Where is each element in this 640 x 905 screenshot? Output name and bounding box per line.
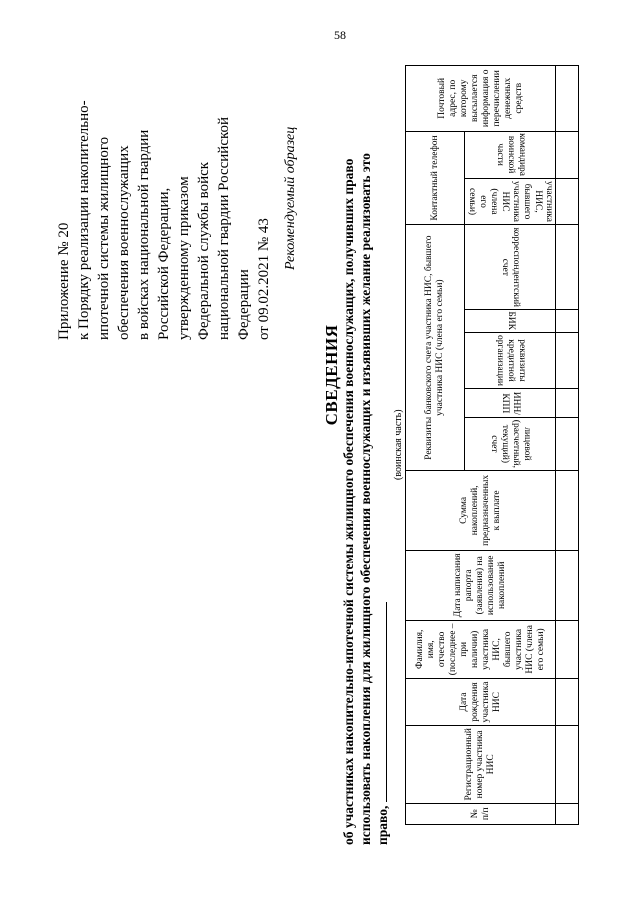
data-table: [405, 65, 579, 825]
annex-line: от 09.02.2021 № 43: [256, 218, 272, 340]
subheading-line: использовать накопления для жилищного обеспечения военнослужащих и изъявивших желание реализовать это: [358, 153, 373, 845]
document-heading: СВЕДЕНИЯ: [322, 324, 341, 426]
annex-line: в войсках национальной гвардии: [136, 129, 152, 340]
bank-sub-inn: ИНН/ КПП: [465, 389, 556, 417]
bank-sub-account: лицевой (расчетный, текущий) счет: [465, 417, 556, 470]
table-row: [556, 66, 579, 825]
annex-line: обеспечения военнослужащих: [116, 145, 132, 340]
sample-label: Рекомендуемый образец: [283, 126, 298, 270]
annex-line: ипотечной системы жилищного: [96, 136, 112, 340]
bank-sub-bik: БИК: [465, 309, 556, 333]
subheading-line: право,: [375, 805, 390, 845]
header-fio: Фамилия, имя, отчество (последнее – при наличии) участника НИС, бывшего участника НИС (члена его семьи): [406, 620, 556, 678]
header-bank: Реквизиты банковского счета участника НИС, бывшего участника НИС (члена его семьи): [406, 225, 465, 470]
header-date: Дата написания рапорта (заявления) на использование накоплений: [406, 550, 556, 620]
annex-line: Федерации: [236, 269, 252, 340]
phone-sub-commander: командира воинской части: [465, 131, 556, 179]
annex-line: Российской Федерации,: [156, 187, 172, 340]
document-subheading: [340, 45, 391, 845]
phone-sub-participant: участника НИС, бывшего участника НИС (члена его семьи): [465, 179, 556, 225]
header-birth: Дата рождения участника НИС: [406, 678, 556, 725]
header-reg: Регистрационный номер участника НИС: [406, 726, 556, 803]
annex-block: [54, 40, 274, 340]
unit-caption: (воинская часть): [393, 409, 404, 480]
annex-title: Приложение № 20: [56, 222, 72, 340]
page-number: 58: [334, 28, 346, 42]
header-phone: Контактный телефон: [406, 131, 465, 225]
blank-underline: [374, 602, 387, 802]
annex-line: к Порядку реализации накопительно-: [76, 100, 92, 340]
annex-line: утвержденному приказом: [176, 176, 192, 340]
header-sum: Сумма накоплений, предназначенных к выплате: [406, 470, 556, 550]
bank-sub-org: реквизиты кредитной организации: [465, 333, 556, 389]
header-num: № п/п: [406, 803, 556, 824]
annex-line: национальной гвардии Российской: [216, 116, 232, 340]
header-address: Почтовый адрес, по которому высылается информация о перечислении денежных средств: [406, 66, 556, 132]
annex-line: Федеральной службы войск: [196, 161, 212, 340]
bank-sub-corr: корреспондентский счет: [465, 225, 556, 309]
subheading-line: об участниках накопительно-ипотечной системы жилищного обеспечения военнослужащих, получивших право: [341, 158, 356, 845]
